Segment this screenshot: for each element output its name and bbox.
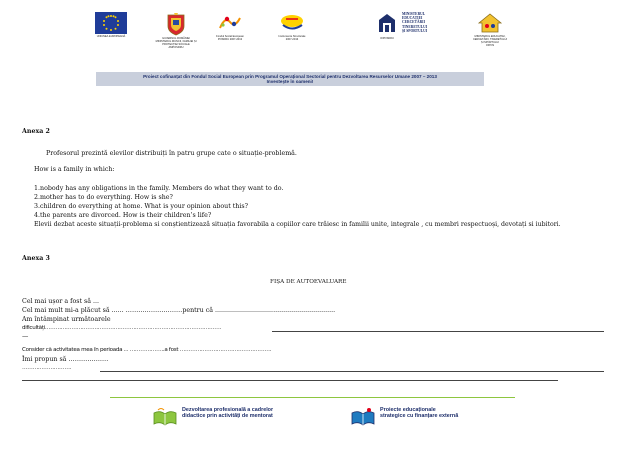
- form-line-liked: Cel mai mult mi-a plăcut să ...... ………………………pentru că ............................................................: [22, 307, 336, 314]
- anexa2-question: How is a family in which:: [34, 166, 115, 173]
- fill-line: [100, 371, 604, 372]
- ministry-emblem-text: [402, 12, 440, 33]
- book-icon: [350, 407, 376, 427]
- eu-caption: UNIUNEA EUROPEANĂ: [96, 35, 126, 38]
- form-line-activity: Consider că activitatea mea în perioada ... ………………..a fost …………………………………………….: [22, 347, 272, 353]
- gov-logo: [153, 12, 199, 49]
- form-line-difficulties-detail: dificultăți……………………………………………………………………………………….: [22, 325, 222, 331]
- oiposdru-caption: OIPOSDRU: [380, 37, 394, 40]
- banner-line2: Investește în oameni!: [266, 79, 314, 84]
- fill-line: [22, 380, 558, 381]
- mects-logo: [468, 12, 512, 47]
- fse-caption: Fondul Social European POSDRU 2007-2013: [216, 35, 244, 41]
- form-line-easiest: Cel mai ușor a fost să ...: [22, 298, 100, 305]
- form-line-propose: Îmi propun să ……………….: [22, 356, 109, 363]
- fse-emblem-icon: [215, 12, 245, 34]
- ministry-emblem-label: MINISTERUL EDUCAȚIEI CERCETĂRII TINERETULUI ȘI SPORTULUI: [402, 12, 428, 33]
- fse-logo: [215, 12, 245, 41]
- anexa2-item: 3.children do everything at home. What is your opinion about this?: [34, 203, 248, 210]
- footer-left: [152, 407, 273, 427]
- form-line-dash: —: [22, 333, 29, 340]
- footer-left-text: Dezvoltarea profesională a cadrelor didactice prin activități de mentorat: [182, 407, 274, 420]
- structural-instruments-icon: [277, 12, 307, 34]
- fill-line: [272, 331, 604, 332]
- eu-flag-icon: [95, 12, 127, 34]
- footer-divider: [110, 397, 515, 398]
- footer-right-text: Proiecte educaționale strategice cu finanțare externă: [380, 407, 459, 420]
- is-caption: Instrumente Structurale 2007-2013: [278, 35, 306, 41]
- anexa2-intro: Profesorul prezintă elevilor distribuiți în patru grupe cate o situație-problemă.: [46, 150, 297, 157]
- anexa2-item: 2.mother has to do everything. How is she?: [34, 194, 173, 201]
- coat-of-arms-icon: [166, 12, 186, 36]
- banner-line1: Proiect cofinanțat din Fondul Social European prin Programul Operațional Sectorial pentru Dezvoltarea Resurselor Umane 2007 – 2013: [143, 73, 437, 79]
- form-title: FIȘA DE AUTOEVALUARE: [270, 279, 347, 285]
- eu-logo: [95, 12, 127, 38]
- anexa2-item: 4.the parents are divorced. How is their children’s life?: [34, 212, 212, 219]
- mects-house-icon: [477, 12, 503, 34]
- ministry-emblem-icon: [376, 12, 398, 36]
- gov-caption: GUVERNUL ROMÂNIEI MINISTERUL MUNCII, FAMILIEI ȘI PROTECȚIEI SOCIALE AMPOSDRU: [155, 37, 197, 49]
- project-banner: [96, 72, 484, 86]
- form-line-difficulties: Am întâmpinat următoarele: [22, 316, 111, 323]
- anexa2-conclusion: Elevii dezbat aceste situații-problema si conștientizează situația favorabila a copiilor care trăiesc in familii unite, integrale , cu membri respectuoși, devotați si iubitori.: [34, 221, 561, 228]
- form-line-propose-detail: ……………………….: [22, 365, 72, 371]
- mects-caption: MINISTERUL EDUCAȚIEI, CERCETĂRII, TINERETULUI ȘI SPORTULUI OIPOS: [472, 35, 508, 47]
- footer-right: [350, 407, 458, 427]
- oiposdru-logo: [376, 12, 398, 40]
- anexa2-item: 1.nobody has any obligations in the family. Members do what they want to do.: [34, 185, 284, 192]
- is-logo: [277, 12, 307, 41]
- open-book-icon: [152, 407, 178, 427]
- anexa3-heading: Anexa 3: [22, 255, 50, 262]
- anexa2-heading: Anexa 2: [22, 128, 50, 135]
